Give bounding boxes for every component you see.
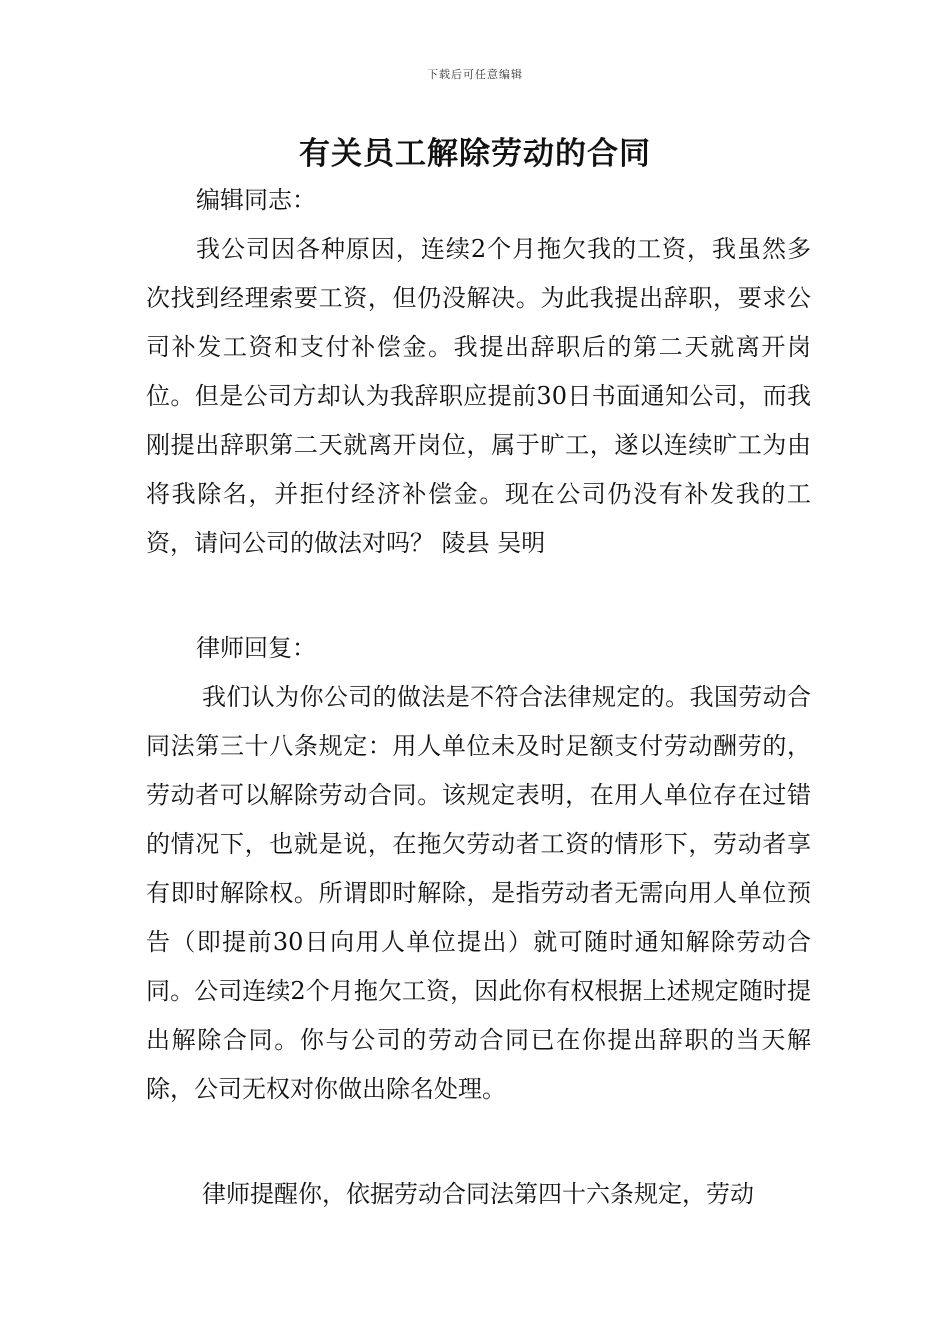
reply-body-paragraph: 我们认为你公司的做法是不符合法律规定的。我国劳动合同法第三十八条规定：用人单位未及时足额支付劳动酬劳的，劳动者可以解除劳动合同。该规定表明，在用人单位存在过错的情况下，也就是说，在拖欠劳动者工资的情形下，劳动者享有即时解除权。所谓即时解除，是指劳动者无需向用人单位预告（即提前30日向用人单位提出）就可随时通知解除劳动合同。公司连续2个月拖欠工资，因此你有权根据上述规定随时提出解除合同。你与公司的劳动合同已在你提出辞职的当天解除，公司无权对你做出除名处理。 bbox=[146, 683, 811, 1103]
letter-salutation: 编辑同志： bbox=[196, 186, 316, 214]
reminder-paragraph: 律师提醒你，依据劳动合同法第四十六条规定，劳动 bbox=[202, 1180, 754, 1208]
letter-body-paragraph: 我公司因各种原因，连续2个月拖欠我的工资，我虽然多次找到经理索要工资，但仍没解决。为此我提出辞职，要求公司补发工资和支付补偿金。我提出辞职后的第二天就离开岗位。但是公司方却认为我辞职应提前30日书面通知公司，而我刚提出辞职第二天就离开岗位，属于旷工，遂以连续旷工为由将我除名，并拒付经济补偿金。现在公司仍没有补发我的工资，请问公司的做法对吗？ 陵县 吴明 bbox=[146, 235, 811, 557]
reply-salutation: 律师回复： bbox=[196, 634, 316, 662]
header-note: 下载后可任意编辑 bbox=[427, 68, 523, 81]
document-title: 有关员工解除劳动的合同 bbox=[299, 136, 651, 172]
